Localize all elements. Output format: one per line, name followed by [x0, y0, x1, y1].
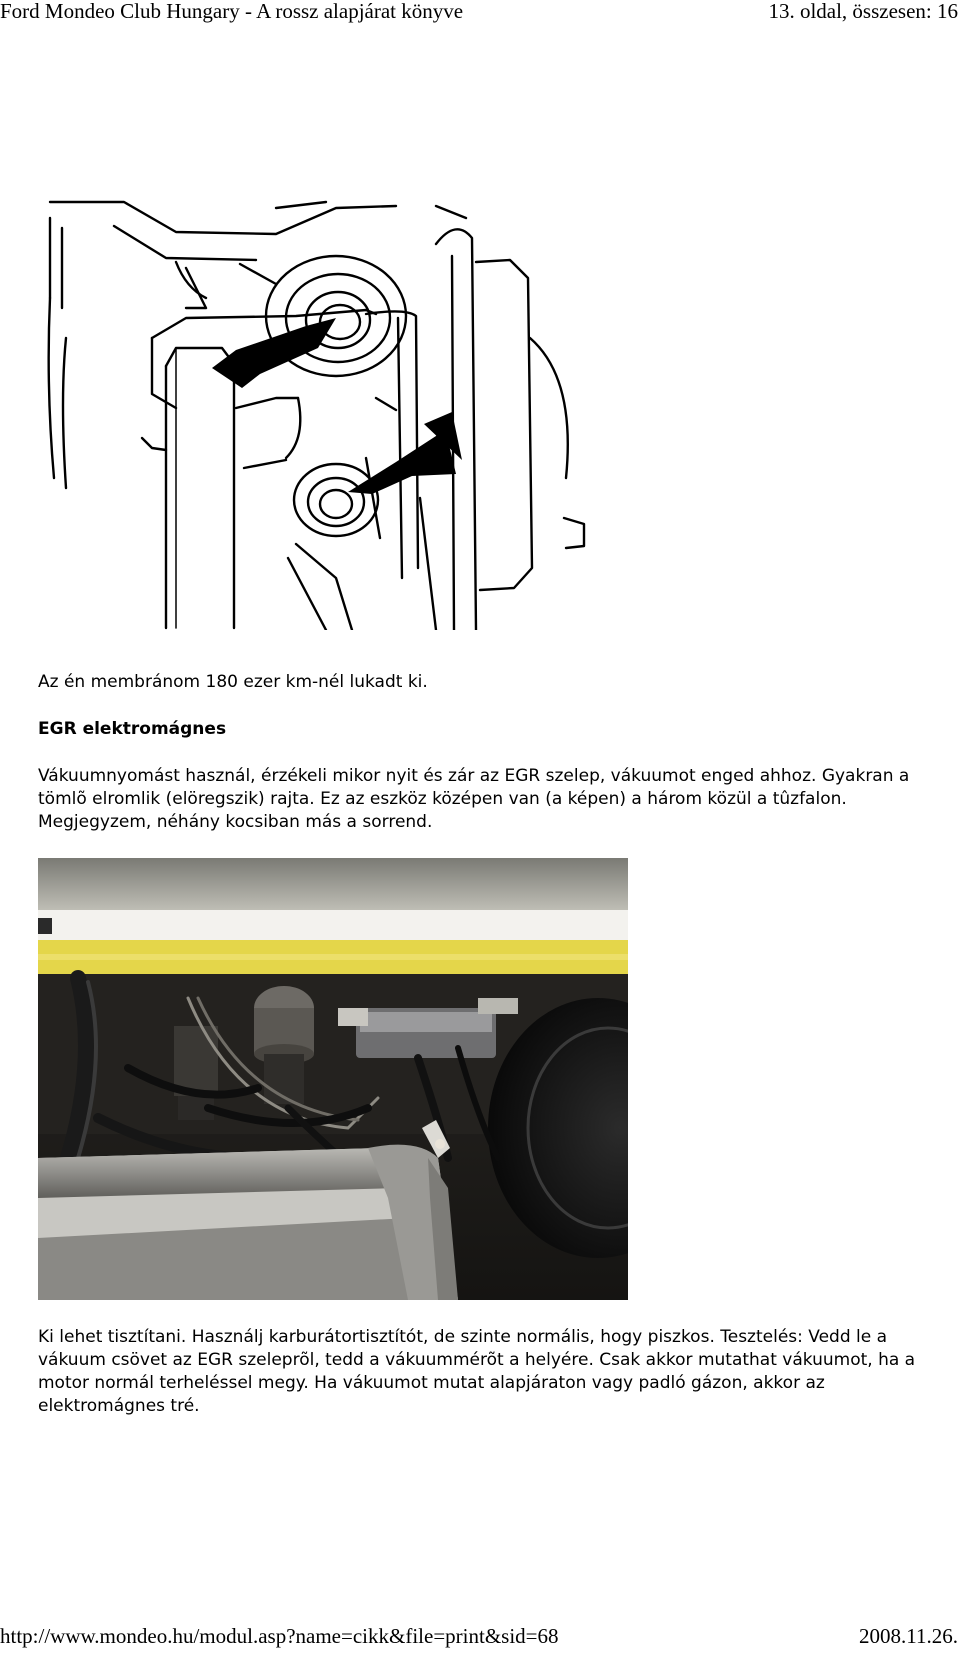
document-title: Ford Mondeo Club Hungary - A rossz alapjárat könyve: [0, 0, 464, 23]
membrane-note-text: Az én membránom 180 ezer km-nél lukadt ki.: [38, 672, 428, 692]
section-heading: EGR elektromágnes: [38, 719, 227, 739]
membrane-note: [38, 671, 918, 694]
page-number: 13. oldal, összesen: 16: [768, 0, 958, 23]
testing-instructions-text: Ki lehet tisztítani. Használj karburátortisztítót, de szinte normális, hogy piszkos. Tesztelés: Vedd le a vákuum csövet az EGR szeleprõl, tedd a vákuummérõt a helyére. Csak akkor mutathat vákuumot, ha a motor normál terheléssel megy. Ha vákuumot mutat alapjáraton vagy padló gázon, akkor az elektromágnes tré.: [38, 1327, 916, 1416]
egr-description: [38, 765, 918, 834]
source-url: http://www.mondeo.hu/modul.asp?name=cikk&file=print&sid=68: [0, 1624, 559, 1648]
print-date: 2008.11.26.: [859, 1624, 958, 1648]
egr-valve-drawing: [36, 198, 624, 630]
engine-bay-photo: [38, 858, 628, 1300]
page-header: [0, 0, 960, 27]
egr-description-text: Vákuumnyomást használ, érzékeli mikor nyit és zár az EGR szelep, vákuumot enged ahhoz. Gyakran a tömlõ elromlik (elöregszik) rajta. Ez az eszköz középen van (a képen) a három közül a tûzfalon. Megjegyzem, néhány kocsiban más a sorrend.: [38, 766, 910, 832]
page-footer: [0, 1624, 960, 1652]
testing-instructions: [38, 1326, 918, 1418]
